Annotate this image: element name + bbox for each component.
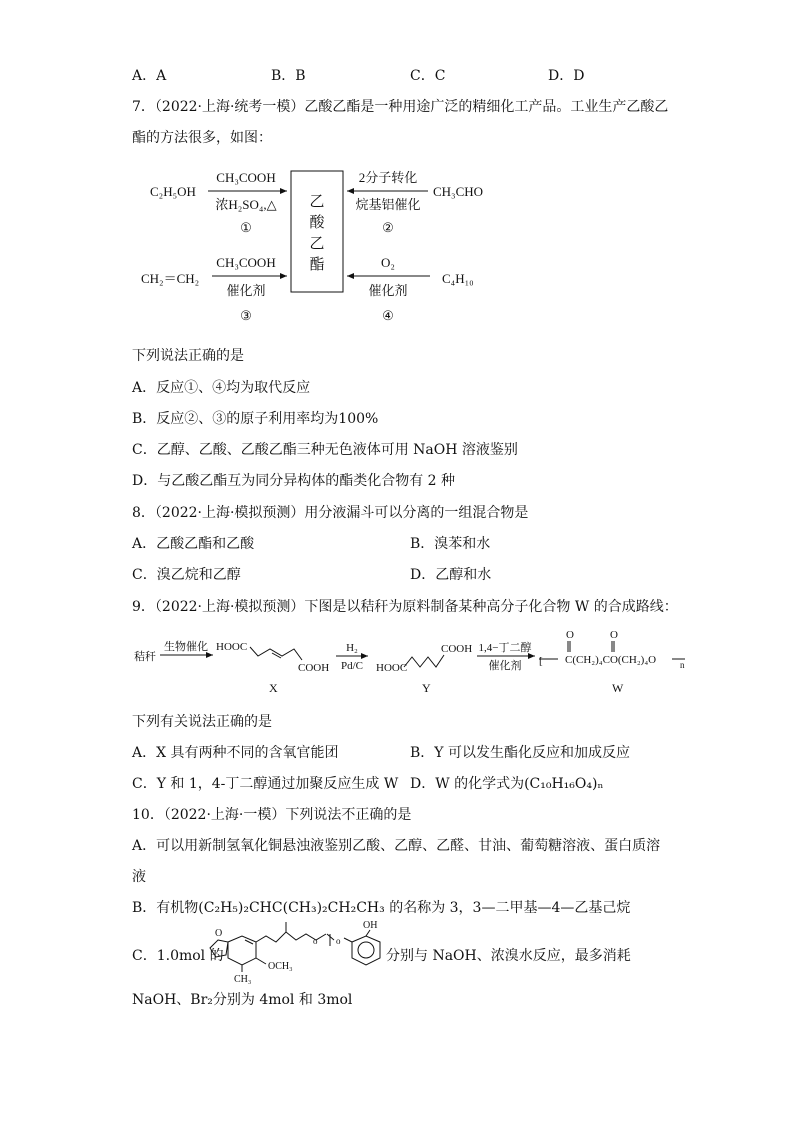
q7-question: 下列说法正确的是 bbox=[132, 348, 244, 364]
q7-option-b: B．反应②、③的原子利用率均为100% bbox=[132, 411, 379, 427]
q9-option-c: C．Y 和 1，4-丁二醇通过加聚反应生成 W bbox=[132, 776, 399, 792]
q7-left-bottom-reactant: CH₂＝CH₂ bbox=[141, 271, 200, 286]
q6-option-b: B．B bbox=[271, 68, 306, 84]
q10-struct-benzene-2 bbox=[352, 936, 380, 965]
q7-left-bottom-above: CH₃COOH bbox=[216, 255, 276, 270]
q8-option-d: D．乙醇和水 bbox=[410, 567, 492, 583]
q10-struct-phenol-link bbox=[344, 938, 352, 942]
q7-box-char-3: 乙 bbox=[309, 236, 325, 252]
q6-option-a: A．A bbox=[132, 68, 167, 84]
q10-struct-och3: OCH₃ bbox=[268, 961, 293, 972]
q10-struct-benzene-1 bbox=[228, 936, 256, 965]
q10-option-a-line1: A．可以用新制氢氧化铜悬浊液鉴别乙酸、乙醇、乙醛、甘油、葡萄糖溶液、蛋白质溶 bbox=[132, 838, 661, 854]
q8-option-b: B．溴苯和水 bbox=[410, 536, 491, 552]
q9-w-label: W bbox=[612, 681, 624, 695]
q7-right-top-above: 2分子转化 bbox=[358, 170, 418, 185]
q10-option-c-prefix: C．1.0mol 的 bbox=[132, 948, 224, 964]
q9-w-o1: O bbox=[566, 629, 574, 641]
q10-struct-benzene-2-ring bbox=[358, 942, 374, 958]
q9-w-o2: O bbox=[610, 629, 618, 641]
q10-struct-ester-o1: o bbox=[313, 936, 318, 946]
q7-stem-line2: 酯的方法很多，如图： bbox=[132, 130, 272, 146]
q10-struct-o1: O bbox=[215, 928, 223, 939]
q9-y-label: Y bbox=[422, 681, 431, 695]
q9-step2-below: Pd/C bbox=[340, 660, 364, 672]
q7-left-top-above: CH₃COOH bbox=[216, 170, 276, 185]
q6-option-c: C．C bbox=[410, 68, 446, 84]
q9-step1: 生物催化 bbox=[164, 641, 208, 653]
q10-option-c-suffix: 分别与 NaOH、浓溴水反应，最多消耗 bbox=[386, 948, 631, 964]
q8-option-c: C．溴乙烷和乙醇 bbox=[132, 567, 241, 583]
q9-x-bottom: COOH bbox=[298, 662, 330, 674]
q7-right-top-reactant: CH₃CHO bbox=[433, 184, 484, 199]
q7-option-a: A．反应①、④均为取代反应 bbox=[132, 380, 311, 396]
q7-right-bottom-reactant: C₄H₁₀ bbox=[442, 271, 474, 286]
q7-right-top-below: 烷基铝催化 bbox=[355, 197, 421, 212]
q7-box-char-2: 酸 bbox=[309, 215, 325, 231]
q9-w-n: n bbox=[680, 660, 685, 670]
q7-stem-line1: 7．（2022·上海·统考一模）乙酸乙酯是一种用途广泛的精细化工产品。工业生产乙酸乙 bbox=[132, 99, 669, 115]
q10-option-c-line2: NaOH、Br₂分别为 4mol 和 3mol bbox=[132, 992, 353, 1008]
q7-right-bottom-above: O₂ bbox=[381, 255, 395, 270]
q7-right-top-num: ② bbox=[382, 220, 394, 235]
q10-struct-ester-o2: o bbox=[336, 936, 341, 946]
q9-option-d: D．W 的化学式为(C₁₀H₁₆O₄)ₙ bbox=[410, 776, 604, 792]
q9-x-top: HOOC bbox=[216, 641, 248, 653]
q7-box-char-1: 乙 bbox=[309, 194, 325, 210]
q9-step3-below: 催化剂 bbox=[488, 660, 522, 672]
q9-question: 下列有关说法正确的是 bbox=[132, 714, 272, 730]
q10-struct-oh: OH bbox=[363, 920, 378, 931]
q7-right-bottom-num: ④ bbox=[382, 308, 394, 323]
q7-box-char-4: 酯 bbox=[309, 257, 325, 273]
q6-option-d: D．D bbox=[548, 68, 585, 84]
q9-y-bottom: HOOC bbox=[376, 662, 408, 674]
q7-left-top-below: 浓H₂SO₄,△ bbox=[215, 197, 277, 212]
q7-option-d: D．与乙酸乙酯互为同分异构体的酯类化合物有 2 种 bbox=[132, 473, 456, 489]
q9-start: 秸秆 bbox=[134, 651, 156, 663]
q8-option-a: A．乙酸乙酯和乙酸 bbox=[132, 536, 255, 552]
q9-option-b: B．Y 可以发生酯化反应和加成反应 bbox=[410, 745, 630, 761]
q9-option-a: A．X 具有两种不同的含氧官能团 bbox=[132, 745, 339, 761]
q7-right-bottom-below: 催化剂 bbox=[368, 283, 408, 298]
q10-option-b: B．有机物(C₂H₅)₂CHC(CH₃)₂CH₂CH₃ 的名称为 3，3—二甲基—4—乙基己烷 bbox=[132, 900, 631, 916]
q8-stem: 8．（2022·上海·模拟预测）用分液漏斗可以分离的一组混合物是 bbox=[132, 505, 529, 521]
q9-w-formula: C(CH₂)₄CO(CH₂)₄O bbox=[565, 654, 657, 666]
q10-option-a-line2: 液 bbox=[132, 869, 146, 885]
q7-option-c: C．乙醇、乙酸、乙酸乙酯三种无色液体可用 NaOH 溶液鉴别 bbox=[132, 442, 518, 458]
q9-step2-above: H₂ bbox=[346, 642, 358, 654]
q7-left-bottom-num: ③ bbox=[240, 308, 252, 323]
q10-stem: 10．（2022·上海·一模）下列说法不正确的是 bbox=[132, 807, 412, 823]
q7-left-top-reactant: C₂H₅OH bbox=[150, 184, 196, 199]
q10-struct-lactone-ring bbox=[210, 940, 228, 957]
q9-w-bracket-left: [ bbox=[539, 655, 543, 667]
q10-struct-och3-bond bbox=[256, 958, 266, 964]
q9-stem: 9．（2022·上海·模拟预测）下图是以秸秆为原料制备某种高分子化合物 W 的合成路线： bbox=[132, 599, 678, 615]
q9-y-top: COOH bbox=[441, 643, 473, 655]
q10-struct-ch3: CH₃ bbox=[234, 974, 252, 985]
q7-left-bottom-below: 催化剂 bbox=[226, 283, 266, 298]
q9-step3-above: 1,4−丁二醇 bbox=[478, 642, 532, 654]
q9-x-label: X bbox=[269, 681, 278, 695]
q7-left-top-num: ① bbox=[240, 220, 252, 235]
